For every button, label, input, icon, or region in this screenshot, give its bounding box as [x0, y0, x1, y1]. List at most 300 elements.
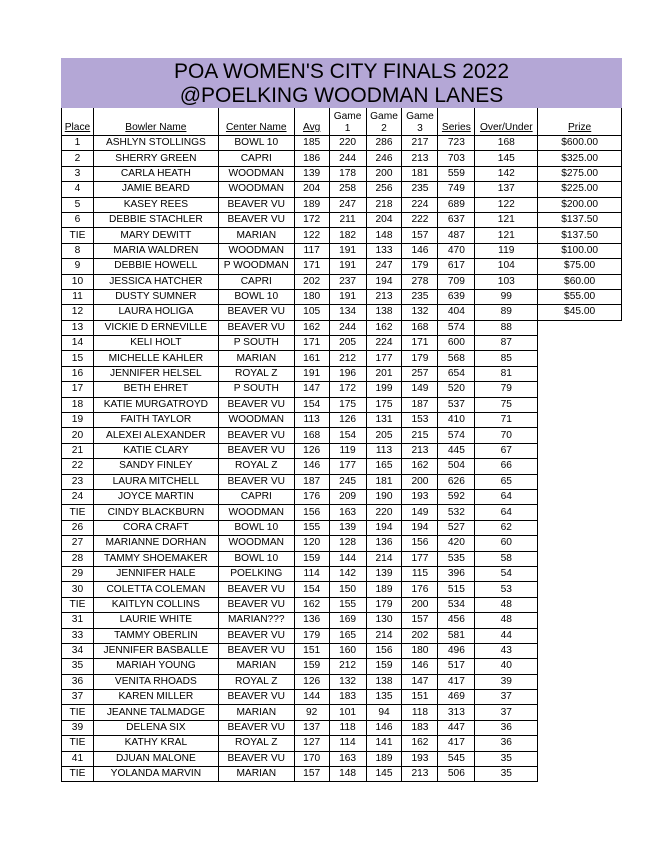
cell-bowler-name: KATIE CLARY	[93, 443, 218, 458]
cell-game-2: 181	[366, 474, 402, 489]
cell-series: 637	[438, 212, 475, 227]
cell-game-1: 182	[329, 228, 366, 243]
table-row	[62, 228, 622, 243]
cell-place: 37	[62, 690, 94, 705]
table-row	[62, 366, 622, 381]
cell-game-2: 189	[366, 751, 402, 766]
cell-series: 574	[438, 320, 475, 335]
cell-avg: 191	[294, 366, 329, 381]
cell-game-1: 245	[329, 474, 366, 489]
cell-place: 23	[62, 474, 94, 489]
cell-place: 30	[62, 582, 94, 597]
cell-game-2: 256	[366, 182, 402, 197]
cell-series: 517	[438, 659, 475, 674]
cell-bowler-name: JAMIE BEARD	[93, 182, 218, 197]
cell-prize	[538, 659, 622, 674]
cell-center-name: CAPRI	[218, 274, 294, 289]
cell-game-1: 258	[329, 182, 366, 197]
cell-place: TIE	[62, 767, 94, 782]
cell-game-1: 177	[329, 459, 366, 474]
cell-game-1: 165	[329, 628, 366, 643]
cell-over-under: 103	[475, 274, 538, 289]
cell-place: 1	[62, 136, 94, 151]
cell-bowler-name: JEANNE TALMADGE	[93, 705, 218, 720]
cell-bowler-name: CORA CRAFT	[93, 520, 218, 535]
cell-bowler-name: KASEY REES	[93, 197, 218, 212]
cell-avg: 180	[294, 289, 329, 304]
cell-series: 469	[438, 690, 475, 705]
cell-place: 14	[62, 336, 94, 351]
table-row	[62, 459, 622, 474]
cell-series: 417	[438, 736, 475, 751]
cell-prize	[538, 382, 622, 397]
cell-series: 545	[438, 751, 475, 766]
cell-game-3: 257	[402, 366, 438, 381]
cell-bowler-name: MARIAH YOUNG	[93, 659, 218, 674]
cell-game-3: 157	[402, 228, 438, 243]
table-row	[62, 736, 622, 751]
table-row	[62, 659, 622, 674]
cell-center-name: CAPRI	[218, 489, 294, 504]
cell-over-under: 145	[475, 151, 538, 166]
cell-game-1: 114	[329, 736, 366, 751]
cell-game-1: 212	[329, 659, 366, 674]
cell-center-name: MARIAN???	[218, 613, 294, 628]
cell-game-1: 178	[329, 166, 366, 181]
table-row	[62, 751, 622, 766]
cell-center-name: WOODMAN	[218, 166, 294, 181]
cell-over-under: 64	[475, 505, 538, 520]
cell-game-3: 177	[402, 551, 438, 566]
cell-avg: 144	[294, 690, 329, 705]
cell-game-1: 169	[329, 613, 366, 628]
cell-game-1: 244	[329, 320, 366, 335]
table-row	[62, 705, 622, 720]
cell-avg: 171	[294, 259, 329, 274]
cell-prize	[538, 597, 622, 612]
cell-bowler-name: JOYCE MARTIN	[93, 489, 218, 504]
cell-game-3: 235	[402, 289, 438, 304]
cell-prize	[538, 720, 622, 735]
cell-prize	[538, 566, 622, 581]
cell-bowler-name: COLETTA COLEMAN	[93, 582, 218, 597]
cell-prize	[538, 690, 622, 705]
cell-prize: $325.00	[538, 151, 622, 166]
cell-place: 8	[62, 243, 94, 258]
cell-game-2: 201	[366, 366, 402, 381]
cell-series: 534	[438, 597, 475, 612]
cell-game-3: 149	[402, 382, 438, 397]
cell-over-under: 70	[475, 428, 538, 443]
cell-avg: 154	[294, 397, 329, 412]
cell-place: 33	[62, 628, 94, 643]
cell-center-name: BEAVER VU	[218, 474, 294, 489]
cell-game-2: 130	[366, 613, 402, 628]
cell-over-under: 168	[475, 136, 538, 151]
cell-prize: $225.00	[538, 182, 622, 197]
cell-avg: 176	[294, 489, 329, 504]
header-game-3: Game 3	[402, 108, 438, 136]
cell-avg: 185	[294, 136, 329, 151]
cell-game-3: 179	[402, 351, 438, 366]
cell-over-under: 37	[475, 690, 538, 705]
cell-game-1: 142	[329, 566, 366, 581]
cell-over-under: 36	[475, 736, 538, 751]
cell-game-2: 162	[366, 320, 402, 335]
cell-bowler-name: JENNIFER HELSEL	[93, 366, 218, 381]
cell-game-1: 101	[329, 705, 366, 720]
cell-series: 506	[438, 767, 475, 782]
cell-series: 487	[438, 228, 475, 243]
cell-series: 410	[438, 413, 475, 428]
cell-series: 520	[438, 382, 475, 397]
cell-game-2: 205	[366, 428, 402, 443]
header-game-1: Game 1	[329, 108, 366, 136]
cell-game-1: 205	[329, 336, 366, 351]
cell-prize	[538, 736, 622, 751]
cell-prize	[538, 613, 622, 628]
table-row	[62, 536, 622, 551]
cell-prize	[538, 520, 622, 535]
header-prize: Prize	[538, 108, 622, 136]
cell-bowler-name: LAURA MITCHELL	[93, 474, 218, 489]
cell-prize	[538, 428, 622, 443]
cell-avg: 168	[294, 428, 329, 443]
cell-over-under: 121	[475, 228, 538, 243]
table-row	[62, 643, 622, 658]
cell-place: 16	[62, 366, 94, 381]
cell-center-name: BEAVER VU	[218, 320, 294, 335]
cell-game-1: 247	[329, 197, 366, 212]
cell-over-under: 104	[475, 259, 538, 274]
cell-center-name: ROYAL Z	[218, 674, 294, 689]
cell-avg: 114	[294, 566, 329, 581]
cell-center-name: P WOODMAN	[218, 259, 294, 274]
cell-center-name: ROYAL Z	[218, 459, 294, 474]
cell-game-2: 194	[366, 520, 402, 535]
cell-prize	[538, 628, 622, 643]
cell-game-3: 235	[402, 182, 438, 197]
cell-series: 703	[438, 151, 475, 166]
cell-game-2: 165	[366, 459, 402, 474]
cell-game-1: 237	[329, 274, 366, 289]
cell-avg: 202	[294, 274, 329, 289]
cell-over-under: 35	[475, 767, 538, 782]
cell-center-name: BEAVER VU	[218, 197, 294, 212]
cell-over-under: 35	[475, 751, 538, 766]
cell-bowler-name: SANDY FINLEY	[93, 459, 218, 474]
cell-game-2: 175	[366, 397, 402, 412]
cell-over-under: 43	[475, 643, 538, 658]
cell-avg: 179	[294, 628, 329, 643]
cell-center-name: WOODMAN	[218, 505, 294, 520]
cell-center-name: BEAVER VU	[218, 212, 294, 227]
table-row	[62, 474, 622, 489]
cell-game-1: 132	[329, 674, 366, 689]
cell-game-3: 202	[402, 628, 438, 643]
cell-game-1: 191	[329, 243, 366, 258]
cell-avg: 157	[294, 767, 329, 782]
cell-prize: $275.00	[538, 166, 622, 181]
cell-game-2: 141	[366, 736, 402, 751]
table-row	[62, 597, 622, 612]
cell-series: 420	[438, 536, 475, 551]
cell-avg: 126	[294, 443, 329, 458]
cell-over-under: 54	[475, 566, 538, 581]
cell-series: 527	[438, 520, 475, 535]
cell-prize: $75.00	[538, 259, 622, 274]
cell-game-3: 153	[402, 413, 438, 428]
cell-avg: 105	[294, 305, 329, 320]
table-row	[62, 212, 622, 227]
cell-place: 28	[62, 551, 94, 566]
cell-game-3: 115	[402, 566, 438, 581]
cell-center-name: P SOUTH	[218, 336, 294, 351]
cell-center-name: MARIAN	[218, 767, 294, 782]
cell-bowler-name: KATHY KRAL	[93, 736, 218, 751]
cell-prize: $45.00	[538, 305, 622, 320]
cell-series: 537	[438, 397, 475, 412]
cell-series: 568	[438, 351, 475, 366]
cell-game-3: 181	[402, 166, 438, 181]
cell-game-1: 212	[329, 351, 366, 366]
cell-place: 5	[62, 197, 94, 212]
cell-avg: 113	[294, 413, 329, 428]
cell-game-2: 156	[366, 643, 402, 658]
cell-avg: 156	[294, 505, 329, 520]
cell-over-under: 53	[475, 582, 538, 597]
cell-over-under: 48	[475, 613, 538, 628]
cell-game-3: 162	[402, 736, 438, 751]
cell-prize: $137.50	[538, 212, 622, 227]
cell-game-1: 128	[329, 536, 366, 551]
table-row	[62, 259, 622, 274]
cell-game-1: 196	[329, 366, 366, 381]
cell-bowler-name: DELENA SIX	[93, 720, 218, 735]
cell-place: 29	[62, 566, 94, 581]
cell-place: 11	[62, 289, 94, 304]
cell-place: TIE	[62, 736, 94, 751]
cell-game-2: 148	[366, 228, 402, 243]
cell-prize	[538, 489, 622, 504]
cell-game-3: 183	[402, 720, 438, 735]
cell-over-under: 71	[475, 413, 538, 428]
cell-series: 639	[438, 289, 475, 304]
cell-avg: 127	[294, 736, 329, 751]
cell-bowler-name: MICHELLE KAHLER	[93, 351, 218, 366]
title-banner	[61, 58, 622, 108]
cell-place: 35	[62, 659, 94, 674]
cell-game-1: 119	[329, 443, 366, 458]
cell-place: 27	[62, 536, 94, 551]
cell-over-under: 44	[475, 628, 538, 643]
cell-game-3: 168	[402, 320, 438, 335]
cell-prize	[538, 582, 622, 597]
cell-game-1: 134	[329, 305, 366, 320]
cell-game-1: 150	[329, 582, 366, 597]
cell-prize	[538, 336, 622, 351]
cell-avg: 161	[294, 351, 329, 366]
cell-series: 313	[438, 705, 475, 720]
cell-avg: 172	[294, 212, 329, 227]
cell-bowler-name: BETH EHRET	[93, 382, 218, 397]
cell-avg: 162	[294, 320, 329, 335]
cell-game-2: 224	[366, 336, 402, 351]
cell-over-under: 75	[475, 397, 538, 412]
cell-game-3: 149	[402, 505, 438, 520]
cell-series: 447	[438, 720, 475, 735]
cell-over-under: 36	[475, 720, 538, 735]
cell-over-under: 40	[475, 659, 538, 674]
cell-series: 654	[438, 366, 475, 381]
cell-prize	[538, 459, 622, 474]
cell-game-3: 151	[402, 690, 438, 705]
cell-game-3: 146	[402, 659, 438, 674]
cell-game-3: 222	[402, 212, 438, 227]
cell-over-under: 99	[475, 289, 538, 304]
cell-series: 723	[438, 136, 475, 151]
cell-avg: 117	[294, 243, 329, 258]
cell-place: 12	[62, 305, 94, 320]
cell-game-1: 139	[329, 520, 366, 535]
cell-over-under: 137	[475, 182, 538, 197]
cell-game-1: 175	[329, 397, 366, 412]
table-row	[62, 551, 622, 566]
cell-bowler-name: ALEXEI ALEXANDER	[93, 428, 218, 443]
cell-bowler-name: FAITH TAYLOR	[93, 413, 218, 428]
cell-center-name: WOODMAN	[218, 182, 294, 197]
cell-game-2: 204	[366, 212, 402, 227]
cell-bowler-name: YOLANDA MARVIN	[93, 767, 218, 782]
cell-bowler-name: VENITA RHOADS	[93, 674, 218, 689]
cell-prize	[538, 751, 622, 766]
cell-avg: 120	[294, 536, 329, 551]
cell-game-2: 139	[366, 566, 402, 581]
cell-center-name: BEAVER VU	[218, 690, 294, 705]
cell-game-3: 224	[402, 197, 438, 212]
cell-series: 592	[438, 489, 475, 504]
cell-prize	[538, 413, 622, 428]
cell-bowler-name: MARIA WALDREN	[93, 243, 218, 258]
cell-center-name: WOODMAN	[218, 536, 294, 551]
cell-bowler-name: KATIE MURGATROYD	[93, 397, 218, 412]
cell-bowler-name: DJUAN MALONE	[93, 751, 218, 766]
cell-game-2: 194	[366, 274, 402, 289]
cell-game-3: 132	[402, 305, 438, 320]
cell-over-under: 122	[475, 197, 538, 212]
cell-game-3: 162	[402, 459, 438, 474]
cell-center-name: BEAVER VU	[218, 597, 294, 612]
cell-place: 34	[62, 643, 94, 658]
page-subtitle: @POELKING WOODMAN LANES	[179, 84, 504, 107]
cell-bowler-name: DUSTY SUMNER	[93, 289, 218, 304]
cell-place: 6	[62, 212, 94, 227]
cell-game-2: 220	[366, 505, 402, 520]
cell-center-name: BEAVER VU	[218, 582, 294, 597]
cell-series: 574	[438, 428, 475, 443]
table-row	[62, 274, 622, 289]
cell-place: 41	[62, 751, 94, 766]
cell-game-1: 191	[329, 289, 366, 304]
cell-place: 9	[62, 259, 94, 274]
cell-series: 396	[438, 566, 475, 581]
table-row	[62, 720, 622, 735]
cell-center-name: WOODMAN	[218, 413, 294, 428]
cell-series: 749	[438, 182, 475, 197]
cell-avg: 187	[294, 474, 329, 489]
cell-center-name: CAPRI	[218, 151, 294, 166]
cell-game-1: 163	[329, 505, 366, 520]
cell-bowler-name: LAURA HOLIGA	[93, 305, 218, 320]
cell-place: 36	[62, 674, 94, 689]
cell-game-3: 176	[402, 582, 438, 597]
cell-prize	[538, 320, 622, 335]
cell-game-2: 199	[366, 382, 402, 397]
cell-bowler-name: JENNIFER BASBALLE	[93, 643, 218, 658]
cell-game-2: 214	[366, 628, 402, 643]
cell-game-2: 145	[366, 767, 402, 782]
cell-center-name: ROYAL Z	[218, 366, 294, 381]
cell-game-1: 244	[329, 151, 366, 166]
header-bowler-name: Bowler Name	[93, 108, 218, 136]
cell-place: 4	[62, 182, 94, 197]
cell-center-name: BEAVER VU	[218, 397, 294, 412]
cell-series: 456	[438, 613, 475, 628]
cell-place: 39	[62, 720, 94, 735]
table-row	[62, 413, 622, 428]
cell-center-name: MARIAN	[218, 228, 294, 243]
cell-game-3: 194	[402, 520, 438, 535]
cell-game-3: 179	[402, 259, 438, 274]
table-row	[62, 566, 622, 581]
header-game-2: Game 2	[366, 108, 402, 136]
cell-game-2: 218	[366, 197, 402, 212]
cell-game-2: 179	[366, 597, 402, 612]
cell-over-under: 39	[475, 674, 538, 689]
cell-place: 2	[62, 151, 94, 166]
cell-series: 617	[438, 259, 475, 274]
cell-center-name: MARIAN	[218, 705, 294, 720]
cell-game-2: 136	[366, 536, 402, 551]
cell-series: 559	[438, 166, 475, 181]
table-row	[62, 628, 622, 643]
cell-game-2: 200	[366, 166, 402, 181]
cell-avg: 136	[294, 613, 329, 628]
table-row	[62, 582, 622, 597]
table-row	[62, 151, 622, 166]
cell-game-2: 286	[366, 136, 402, 151]
cell-game-3: 171	[402, 336, 438, 351]
cell-over-under: 66	[475, 459, 538, 474]
cell-game-2: 133	[366, 243, 402, 258]
cell-game-3: 180	[402, 643, 438, 658]
cell-place: 3	[62, 166, 94, 181]
cell-center-name: BOWL 10	[218, 551, 294, 566]
cell-game-2: 135	[366, 690, 402, 705]
cell-game-2: 247	[366, 259, 402, 274]
cell-game-2: 138	[366, 305, 402, 320]
cell-series: 504	[438, 459, 475, 474]
cell-prize	[538, 474, 622, 489]
cell-prize	[538, 705, 622, 720]
cell-bowler-name: JENNIFER HALE	[93, 566, 218, 581]
results-table	[61, 108, 622, 782]
cell-series: 535	[438, 551, 475, 566]
header-over-under: Over/Under	[475, 108, 538, 136]
cell-series: 496	[438, 643, 475, 658]
cell-game-3: 278	[402, 274, 438, 289]
cell-bowler-name: MARIANNE DORHAN	[93, 536, 218, 551]
